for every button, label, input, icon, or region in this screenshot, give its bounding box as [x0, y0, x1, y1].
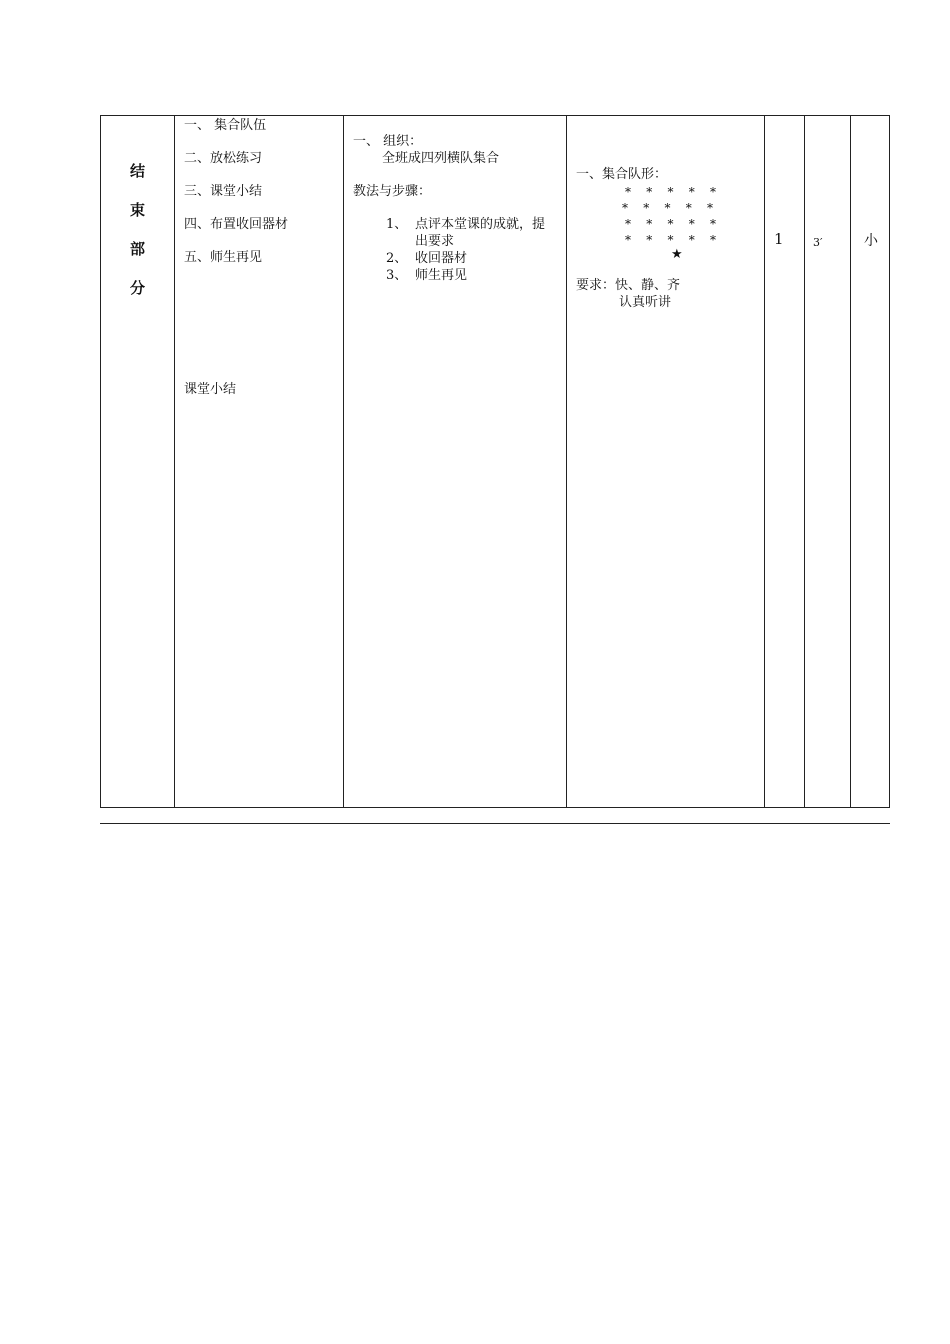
formation-row: * * * * *: [625, 185, 717, 199]
step-number: 3、: [386, 268, 408, 283]
requirement-detail: 认真听讲: [619, 295, 672, 310]
lesson-plan-table: [100, 115, 890, 808]
count-value: 1: [774, 230, 784, 248]
formation-row: * * * * *: [622, 201, 714, 215]
method-column: [344, 116, 566, 807]
step-number: 2、: [386, 251, 408, 266]
step-text: 点评本堂课的成就，提: [415, 217, 546, 232]
page-footer-rule: [100, 823, 890, 824]
step-text: 师生再见: [415, 268, 468, 283]
step-text: 出要求: [415, 234, 455, 249]
section-title-char: 束: [129, 201, 145, 219]
org-detail: 全班成四列横队集合: [382, 151, 500, 166]
section-title: [101, 152, 174, 308]
count-column: [765, 116, 804, 807]
content-item: 二、放松练习: [184, 151, 263, 166]
formation-column: [567, 116, 764, 807]
step-number: 1、: [386, 217, 408, 232]
requirement-label: 要求：快、静、齐: [576, 278, 681, 293]
content-item: 三、课堂小结: [184, 184, 263, 199]
time-value: 3′: [813, 236, 823, 249]
formation-label: 一、集合队形：: [576, 167, 668, 182]
teacher-star-icon: ★: [671, 247, 683, 262]
steps-label: 教法与步骤：: [353, 184, 432, 199]
org-label: 一、 组织：: [353, 134, 423, 149]
section-title-char: 部: [129, 240, 145, 258]
intensity-value: 小: [864, 233, 878, 249]
section-title-char: 结: [129, 162, 145, 180]
intensity-column: [851, 116, 890, 807]
content-footer: 课堂小结: [184, 382, 237, 397]
section-title-char: 分: [129, 279, 145, 297]
step-text: 收回器材: [415, 251, 468, 266]
content-item: 四、布置收回器材: [184, 217, 289, 232]
formation-row: * * * * *: [625, 217, 717, 231]
content-item: 五、师生再见: [184, 250, 263, 265]
time-column: [805, 116, 850, 807]
content-item: 一、 集合队伍: [184, 118, 267, 133]
formation-row: * * * * *: [625, 233, 717, 247]
content-column: [175, 116, 343, 807]
